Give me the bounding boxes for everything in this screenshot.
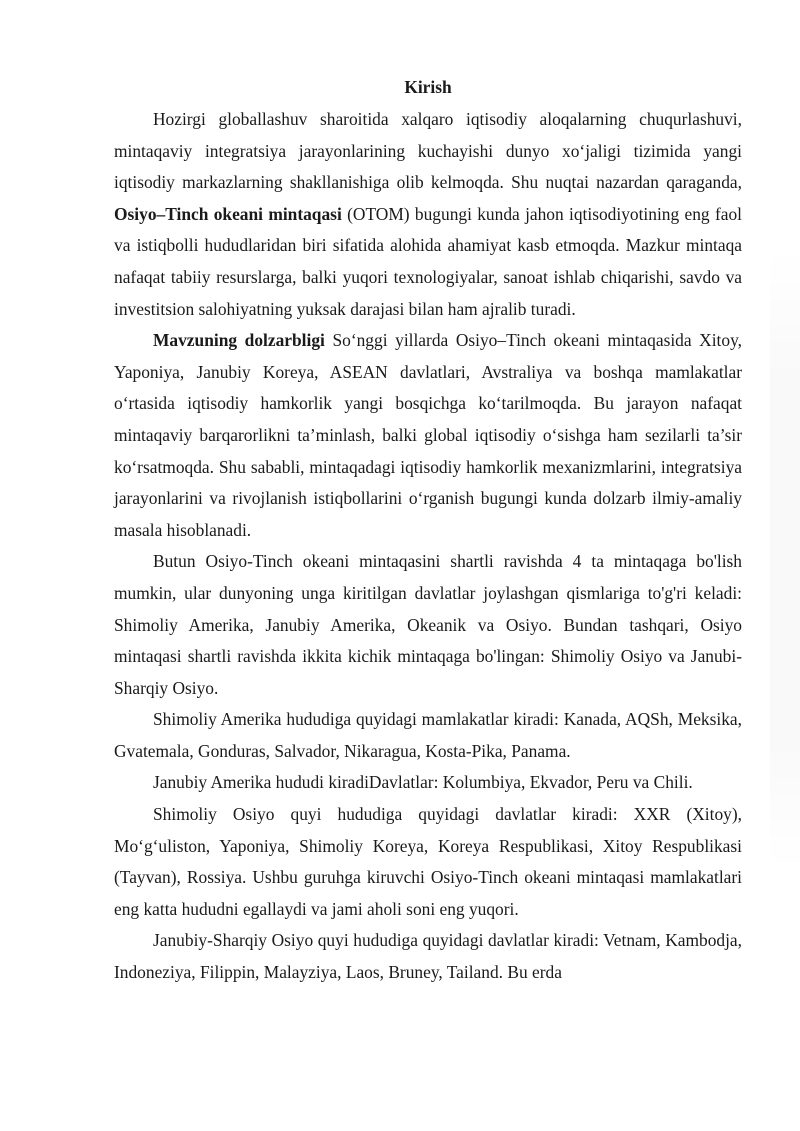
paragraph-text: Hozirgi globallashuv sharoitida xalqaro iqtisodiy aloqalarning chuqurlashuvi, mintaqaviy integratsiya jarayonlarining kuchayishi dunyo xo‘jaligi tizimida yangi iqtisodiy markazlarning shakllanishiga olib kelmoqda. Shu nuqtai nazardan qaraganda, — [114, 109, 742, 193]
paragraph-text: So‘nggi yillarda Osiyo–Tinch okeani mintaqasida Xitoy, Yaponiya, Janubiy Koreya, ASEAN davlatlari, Avstraliya va boshqa mamlakatlar o‘rtasida iqtisodiy hamkorlik yangi bosqichga ko‘tarilmoqda. Bu jarayon nafaqat mintaqaviy barqarorlikni ta’minlash, balki global iqtisodiy o‘sishga ham sezilarli ta’sir ko‘rsatmoqda. Shu sababli, mintaqadagi iqtisodiy hamkorlik mexanizmlarini, integratsiya jarayonlarini va rivojlanish istiqbollarini o‘rganish bugungi kunda dolzarb ilmiy-amaliy masala hisoblanadi. — [114, 330, 743, 540]
section-title: Kirish — [404, 77, 452, 97]
bold-term: Osiyo–Tinch okeani mintaqasi — [114, 203, 342, 224]
paragraph-north-asia: Shimoliy Osiyo quyi hududiga quyidagi davlatlar kiradi: XXR (Xitoy), Mo‘g‘uliston, Yaponiya, Shimoliy Koreya, Koreya Respublikasi, Xitoy Respublikasi (Tayvan), Rossiya. Ushbu guruhga kiruvchi Osiyo-Tinch okeani mintaqasi mamlakatlari eng katta hududni egallaydi va jami aholi soni eng yuqori. — [114, 804, 742, 919]
paragraph-southeast-asia: Janubiy-Sharqiy Osiyo quyi hududiga quyidagi davlatlar kiradi: Vetnam, Kambodja, Indoneziya, Filippin, Malayziya, Laos, Bruney, Tailand. Bu erda — [114, 930, 742, 983]
paragraph-regions: Butun Osiyo-Tinch okeani mintaqasini shartli ravishda 4 ta mintaqaga bo'lish mumkin, ular dunyoning unga kiritilgan davlatlar joylashgan qismlariga to'g'ri keladi: Shimoliy Amerika, Janubiy Amerika, Okeanik va Osiyo. Bundan tashqari, Osiyo mintaqasi shartli ravishda ikkita kichik mintaqaga bo'lingan: Shimoliy Osiyo va Janubi-Sharqiy Osiyo. — [114, 551, 742, 698]
bold-term: Mavzuning dolzarbligi — [153, 330, 325, 351]
paragraph-text: (OTOM) bugungi kunda jahon iqtisodiyotining eng faol va istiqbolli hududlaridan biri sifatida alohida ahamiyat kasb etmoqda. Mazkur mintaqa nafaqat tabiiy resurslarga, balki yuqori texnologiyalar, sanoat ishlab chiqarishi, savdo va investitsion salohiyatning yuksak darajasi bilan ham ajralib turadi. — [114, 203, 742, 319]
paragraph-introduction — [114, 104, 742, 325]
paragraph-relevance — [114, 325, 742, 546]
document-page — [114, 72, 742, 989]
faint-watermark — [770, 250, 800, 870]
paragraph-south-america: Janubiy Amerika hududi kiradiDavlatlar: Kolumbiya, Ekvador, Peru va Chili. — [153, 772, 693, 793]
paragraph-north-america: Shimoliy Amerika hududiga quyidagi mamlakatlar kiradi: Kanada, AQSh, Meksika, Gvatemala, Gonduras, Salvador, Nikaragua, Kosta-Pika, Panama. — [114, 709, 742, 761]
